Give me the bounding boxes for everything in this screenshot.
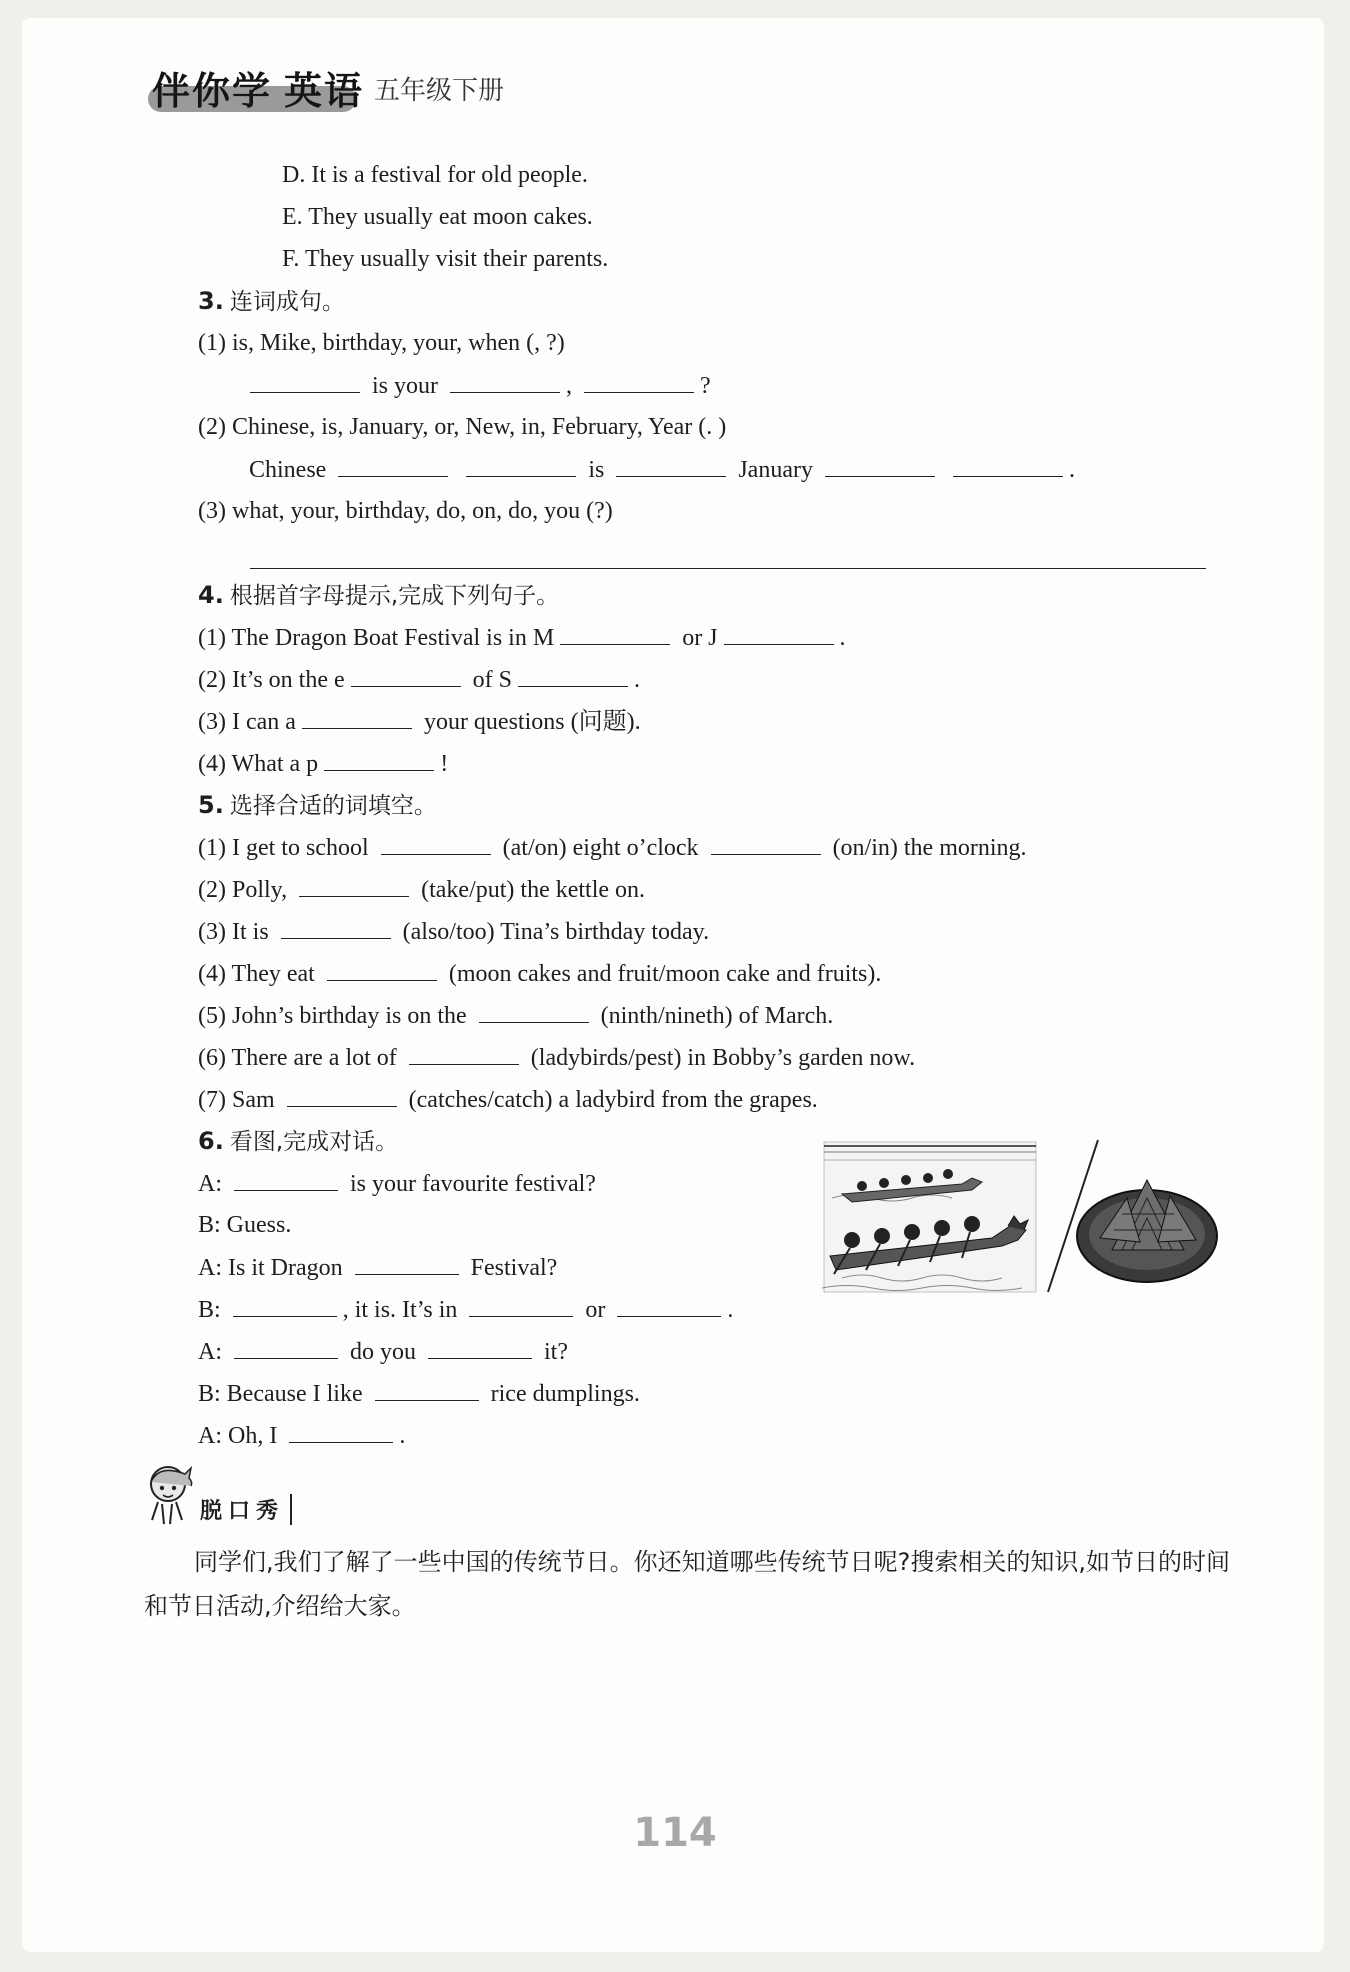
blank[interactable]: [381, 832, 491, 855]
blank[interactable]: [351, 664, 461, 687]
blank[interactable]: [302, 706, 412, 729]
section-5-heading: 5. 选择合适的词填空。: [198, 791, 437, 819]
blank[interactable]: [479, 1000, 589, 1023]
dragon-boat-zongzi-illustration: [822, 1138, 1222, 1298]
s3-q1-answer: is your , ?: [244, 370, 711, 401]
blank[interactable]: [299, 874, 409, 897]
section-3-heading: 3. 连词成句。: [198, 287, 345, 315]
s6-line6: B: Because I like rice dumplings.: [198, 1378, 640, 1409]
blank[interactable]: [234, 1336, 338, 1359]
mascot-girl-icon: [142, 1460, 198, 1526]
blank[interactable]: [953, 454, 1063, 477]
s6-line4: B: , it is. It’s in or .: [198, 1294, 733, 1325]
blank[interactable]: [711, 832, 821, 855]
blank[interactable]: [355, 1252, 459, 1275]
s6-line2: B: Guess.: [198, 1212, 292, 1238]
blank[interactable]: [724, 622, 834, 645]
blank[interactable]: [450, 370, 560, 393]
s6-line7: A: Oh, I .: [198, 1420, 405, 1451]
blank[interactable]: [409, 1042, 519, 1065]
blank[interactable]: [466, 454, 576, 477]
blank[interactable]: [233, 1294, 337, 1317]
blank[interactable]: [616, 454, 726, 477]
talk-show-title: 脱口秀: [200, 1494, 292, 1525]
s3-q3-prompt: (3) what, your, birthday, do, on, do, you (?): [198, 498, 613, 524]
book-subtitle: 五年级下册: [374, 76, 505, 106]
section-6-heading: 6. 看图,完成对话。: [198, 1127, 399, 1155]
s5-q6: (6) There are a lot of (ladybirds/pest) in Bobby’s garden now.: [198, 1042, 915, 1073]
option-e: E. They usually eat moon cakes.: [282, 204, 593, 230]
blank[interactable]: [518, 664, 628, 687]
blank[interactable]: [338, 454, 448, 477]
section-4-heading: 4. 根据首字母提示,完成下列句子。: [198, 581, 560, 609]
blank[interactable]: [375, 1378, 479, 1401]
s6-line1: A: is your favourite festival?: [198, 1168, 596, 1199]
blank[interactable]: [825, 454, 935, 477]
blank[interactable]: [428, 1336, 532, 1359]
blank[interactable]: [287, 1084, 397, 1107]
s4-q4: (4) What a p !: [198, 748, 448, 779]
s5-q7: (7) Sam (catches/catch) a ladybird from the grapes.: [198, 1084, 818, 1115]
option-d: D. It is a festival for old people.: [282, 162, 588, 188]
s3-q2-answer: Chinese is January .: [249, 454, 1075, 485]
s5-q4: (4) They eat (moon cakes and fruit/moon cake and fruits).: [198, 958, 881, 989]
s3-q3-answer-line[interactable]: [250, 568, 1206, 569]
blank[interactable]: [584, 370, 694, 393]
blank[interactable]: [281, 916, 391, 939]
option-f: F. They usually visit their parents.: [282, 246, 609, 272]
s3-q2-prompt: (2) Chinese, is, January, or, New, in, February, Year (. ): [198, 414, 727, 440]
s4-q1: (1) The Dragon Boat Festival is in M or J .: [198, 622, 846, 653]
page-number: 114: [633, 1810, 717, 1856]
blank[interactable]: [617, 1294, 721, 1317]
s5-q2: (2) Polly, (take/put) the kettle on.: [198, 874, 645, 905]
blank[interactable]: [289, 1420, 393, 1443]
blank[interactable]: [469, 1294, 573, 1317]
blank[interactable]: [560, 622, 670, 645]
s4-q2: (2) It’s on the e of S .: [198, 664, 640, 695]
s6-line5: A: do you it?: [198, 1336, 568, 1367]
s6-line3: A: Is it Dragon Festival?: [198, 1252, 557, 1283]
blank[interactable]: [324, 748, 434, 771]
brand-logo: 伴你学 英语: [152, 69, 365, 113]
zongzi-plate: [1077, 1180, 1217, 1282]
blank[interactable]: [234, 1168, 338, 1191]
s5-q5: (5) John’s birthday is on the (ninth/nineth) of March.: [198, 1000, 833, 1031]
s3-q1-prompt: (1) is, Mike, birthday, your, when (, ?): [198, 330, 565, 356]
talk-show-text: 同学们,我们了解了一些中国的传统节日。你还知道哪些传统节日呢?搜索相关的知识,如节日的时间和节日活动,介绍给大家。: [144, 1548, 1230, 1620]
dragon-boat-scene: [822, 1142, 1036, 1292]
s5-q3: (3) It is (also/too) Tina’s birthday today.: [198, 916, 709, 947]
blank[interactable]: [327, 958, 437, 981]
blank[interactable]: [250, 370, 360, 393]
s4-q3: (3) I can a your questions (问题).: [198, 706, 641, 737]
s5-q1: (1) I get to school (at/on) eight o’clock (on/in) the morning.: [198, 832, 1027, 863]
